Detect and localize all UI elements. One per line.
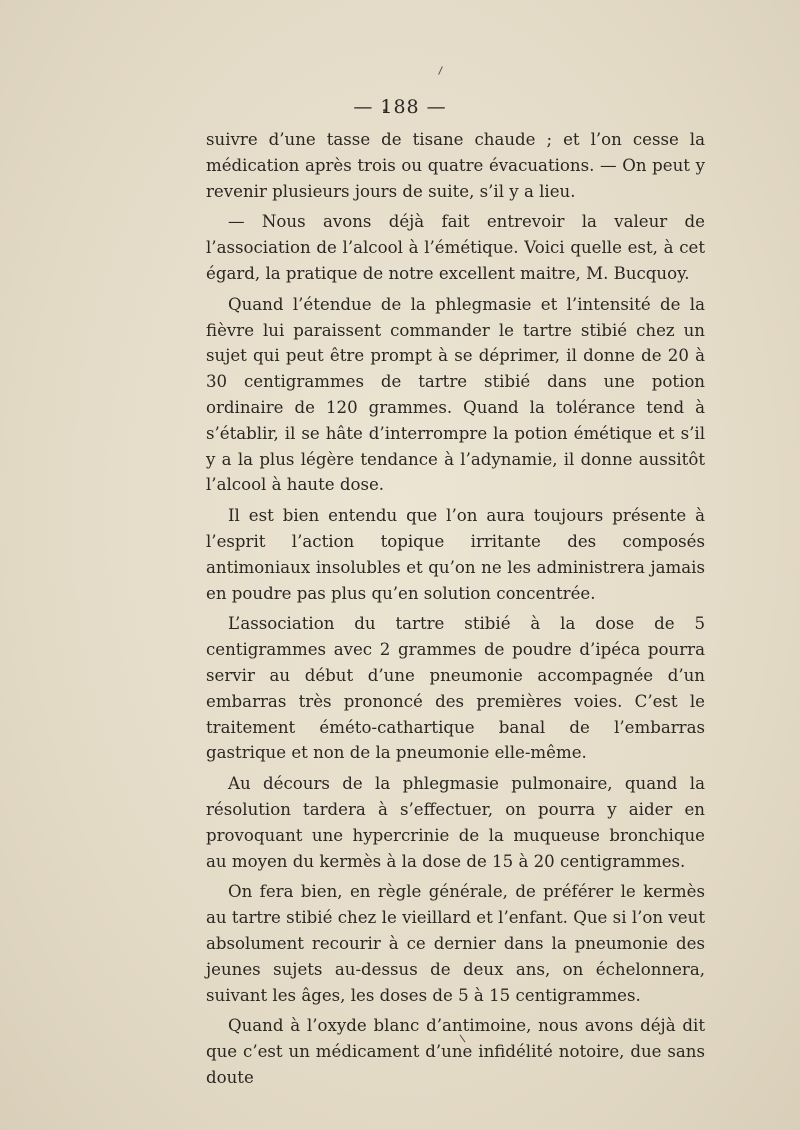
paragraph-3: Quand l’étendue de la phlegmasie et l’intensité de la fièvre lui paraissent commander le tartre stibié chez un sujet qui peut être prompt à se déprimer, il donne de 20 à 30 centigrammes de tartre stibié dans une potion ordinaire de 120 grammes. Quand la tolérance tend à s’établir, il se hâte d’interrompre la potion émétique et s’il y a la plus légère tendance à l’adynamie, il donne aussitôt l’alcool à haute dose. [206, 294, 705, 495]
paragraph-8: Quand à l’oxyde blanc d’antimoine, nous avons déjà dit que c’est un médicament d’une infidélité notoire, due sans doute [206, 1016, 705, 1087]
page-number: — 188 — [353, 96, 447, 118]
paragraph-7: On fera bien, en règle générale, de préférer le kermès au tartre stibié chez le vieillard et l’enfant. Que si l’on veut absolument recourir à ce dernier dans la pneumonie des jeunes sujets au-dessus de deux ans, on échelonnera, suivant les âges, les doses de 5 à 15 centigrammes. [206, 882, 705, 1005]
paragraph-6: Au décours de la phlegmasie pulmonaire, quand la résolution tardera à s’effectuer, on pourra y aider en provoquant une hypercrinie de la muqueuse bronchique au moyen du kermès à la dose de 15 à 20 centigrammes. [206, 774, 705, 871]
paragraph-4: Il est bien entendu que l’on aura toujours présente à l’esprit l’action topique irritante des composés antimoniaux insolubles et qu’on ne les administrera jamais en poudre pas plus qu’en solution concentrée. [206, 506, 705, 603]
paragraph-2: — Nous avons déjà fait entrevoir la valeur de l’association de l’alcool à l’émétique. Voici quelle est, à cet égard, la pratique de notre excellent maitre, M. Bucquoy. [206, 212, 705, 283]
paragraph-1: suivre d’une tasse de tisane chaude ; et l’on cesse la médication après trois ou quatre évacuations. — On peut y revenir plusieurs jours de suite, s’il y a lieu. [206, 130, 705, 201]
paragraph-5: L’association du tartre stibié à la dose de 5 centigrammes avec 2 grammes de poudre d’ipéca pourra servir au début d’une pneumonie accompagnée d’un embarras très prononcé des premières voies. C’est le traitement éméto-cathartique banal de l’embarras gastrique et non de la pneumonie elle-même. [206, 614, 705, 763]
pencil-mark-top [438, 66, 443, 75]
body-text [206, 127, 705, 1096]
